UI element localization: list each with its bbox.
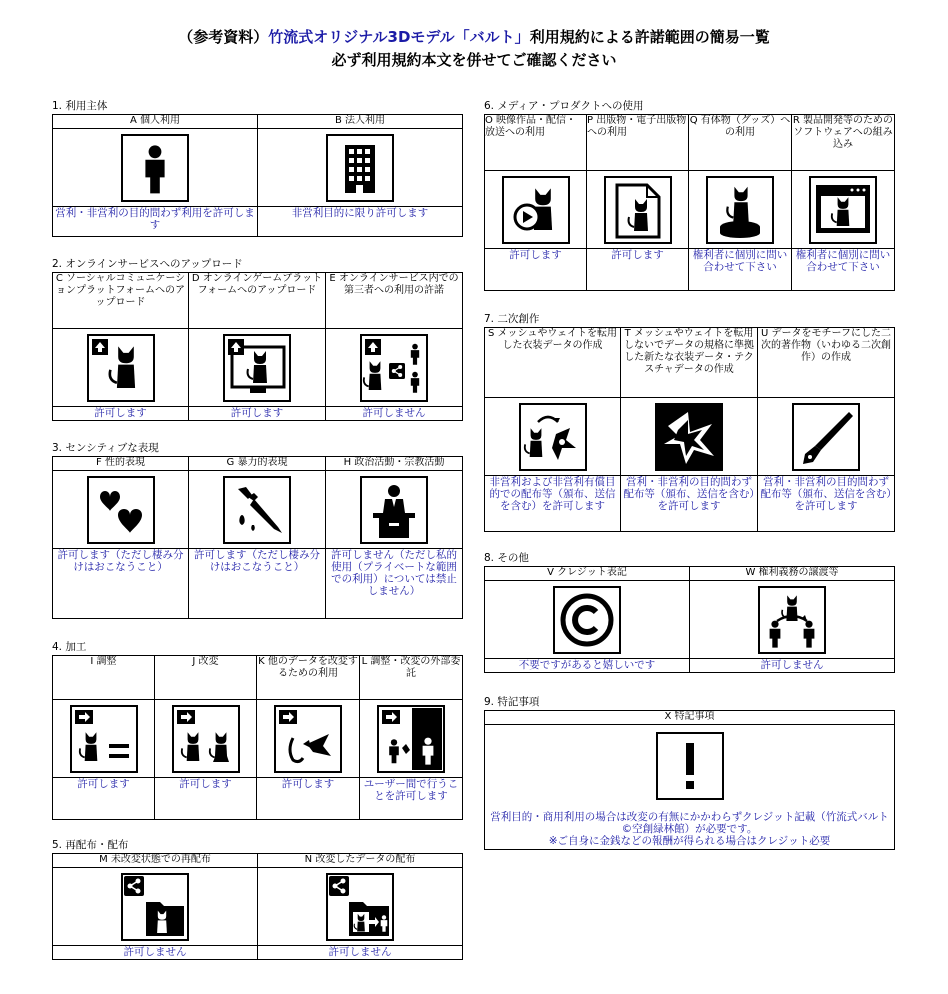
section-user-type <box>52 99 463 237</box>
item-label-o: O 映像作品・配信・放送への利用 <box>485 115 587 171</box>
item-result-j: 許可します <box>155 778 257 820</box>
page-subtitle: 必ず利用規約本文を併せてご確認ください <box>331 51 617 69</box>
item-label-b: B 法人利用 <box>258 115 463 129</box>
section-title: 4. 加工 <box>52 641 87 653</box>
upload-monitor-cat-icon <box>222 333 292 403</box>
copyright-icon <box>552 585 622 655</box>
item-result-a: 営利・非営利の目的問わず利用を許可します <box>53 207 258 237</box>
item-label-v: V クレジット表記 <box>485 567 690 581</box>
software-window-icon <box>808 175 878 245</box>
item-result-n: 許可しません <box>258 946 463 960</box>
item-label-l: L 調整・改変の外部委託 <box>360 656 463 700</box>
item-result-l: ユーザー間で行うことを許可します <box>360 778 463 820</box>
item-result-p: 許可します <box>587 249 689 291</box>
model-name: 竹流式オリジナル3Dモデル「バルト」 <box>268 28 530 46</box>
section-title: 3. センシティブな表現 <box>52 442 159 454</box>
section-title: 5. 再配布・配布 <box>52 839 129 851</box>
share-modified-icon <box>325 872 395 942</box>
item-result-w: 許可しません <box>690 659 895 673</box>
special-note-line1: 営利目的・商用利用の場合は改変の有無にかかわらずクレジット記載（竹流式バルト©空創緑林館）が必要です。 <box>490 811 889 835</box>
item-result-c: 許可します <box>53 407 189 421</box>
item-label-m: M 未改変状態での再配布 <box>53 854 258 868</box>
section-processing <box>52 640 463 820</box>
outsource-icon <box>376 704 446 774</box>
item-label-d: D オンラインゲームプラットフォームへのアップロード <box>189 273 326 329</box>
item-result-m: 許可しません <box>53 946 258 960</box>
item-label-c: C ソーシャルコミュニケーションプラットフォームへのアップロード <box>53 273 189 329</box>
cat-to-outfit-icon <box>518 402 588 472</box>
podium-speaker-icon <box>359 475 429 545</box>
item-label-q: Q 有体物（グッズ）への利用 <box>689 115 792 171</box>
special-note-line2: ※ご自身に金銭などの報酬が得られる場合はクレジット必要 <box>548 835 831 847</box>
page-title: （参考資料）竹流式オリジナル3Dモデル「バルト」利用規約による許諾範囲の簡易一覧 <box>178 28 770 46</box>
item-label-h: H 政治活動・宗教活動 <box>326 457 463 471</box>
section-title: 6. メディア・プロダクトへの使用 <box>484 100 644 112</box>
item-label-a: A 個人利用 <box>53 115 258 129</box>
item-result-o: 許可します <box>485 249 587 291</box>
item-label-g: G 暴力的表現 <box>189 457 326 471</box>
section-derivative <box>484 312 895 532</box>
item-label-i: I 調整 <box>53 656 155 700</box>
section-media-product <box>484 99 895 291</box>
office-building-icon <box>325 133 395 203</box>
upload-cat-icon <box>86 333 156 403</box>
item-result-i: 許可します <box>53 778 155 820</box>
item-label-s: S メッシュやウェイトを転用した衣装データの作成 <box>485 328 621 398</box>
section-title: 9. 特記事項 <box>484 696 540 708</box>
item-result-q: 権利者に個別に問い合わせて下さい <box>689 249 792 291</box>
item-result-h: 許可しません（ただし私的使用（プライベートな範囲での利用）については禁止しません） <box>326 549 463 619</box>
section-title: 1. 利用主体 <box>52 100 108 112</box>
pen-nib-icon <box>791 402 861 472</box>
outfit-icon <box>654 402 724 472</box>
figure-stand-icon <box>705 175 775 245</box>
item-label-e: E オンラインサービス内での第三者への利用の許諾 <box>326 273 463 329</box>
section-special-notes <box>484 695 895 850</box>
person-icon <box>120 133 190 203</box>
item-label-w: W 権利義務の譲渡等 <box>690 567 895 581</box>
modify-cats-icon <box>171 704 241 774</box>
section-other <box>484 551 895 673</box>
item-label-x: X 特記事項 <box>485 711 895 725</box>
item-result-r: 権利者に個別に問い合わせて下さい <box>792 249 895 291</box>
item-label-j: J 改変 <box>155 656 257 700</box>
adjust-equal-icon <box>69 704 139 774</box>
item-result-g: 許可します（ただし棲み分けはおこなうこと） <box>189 549 326 619</box>
item-result-f: 許可します（ただし棲み分けはおこなうこと） <box>53 549 189 619</box>
upload-share-people-icon <box>359 333 429 403</box>
item-result-v: 不要ですがあると嬉しいです <box>485 659 690 673</box>
item-result-b: 非営利目的に限り許可します <box>258 207 463 237</box>
item-result-t: 営利・非営利の目的問わず配布等（頒布、送信を含む）を許可します <box>621 476 758 532</box>
section-title: 8. その他 <box>484 552 529 564</box>
transform-ribbon-icon <box>273 704 343 774</box>
section-title: 2. オンラインサービスへのアップロード <box>52 258 243 270</box>
item-result-d: 許可します <box>189 407 326 421</box>
item-label-r: R 製品開発等のためのソフトウェアへの組み込み <box>792 115 895 171</box>
transfer-people-icon <box>757 585 827 655</box>
section-online-upload <box>52 257 463 421</box>
item-label-f: F 性的表現 <box>53 457 189 471</box>
section-title: 7. 二次創作 <box>484 313 540 325</box>
document-cat-icon <box>603 175 673 245</box>
item-label-p: P 出版物・電子出版物への利用 <box>587 115 689 171</box>
item-result-s: 非営利および非営利有償目的での配布等（頒布、送信を含む）を許可します <box>485 476 621 532</box>
item-result-u: 営利・非営利の目的問わず配布等（頒布、送信を含む）を許可します <box>758 476 895 532</box>
item-label-k: K 他のデータを改変するための利用 <box>257 656 360 700</box>
share-folder-icon <box>120 872 190 942</box>
section-sensitive <box>52 441 463 619</box>
hearts-icon <box>86 475 156 545</box>
item-result-e: 許可しません <box>326 407 463 421</box>
knife-icon <box>222 475 292 545</box>
section-redistribution <box>52 838 463 960</box>
item-label-u: U データをモチーフにした二次的著作物（いわゆる二次創作）の作成 <box>758 328 895 398</box>
item-label-n: N 改変したデータの配布 <box>258 854 463 868</box>
item-label-t: T メッシュやウェイトを転用しないでデータの規格に準拠した新たな衣装データ・テクスチャデータの作成 <box>621 328 758 398</box>
exclamation-icon <box>655 731 725 801</box>
item-result-k: 許可します <box>257 778 360 820</box>
video-cat-icon <box>501 175 571 245</box>
